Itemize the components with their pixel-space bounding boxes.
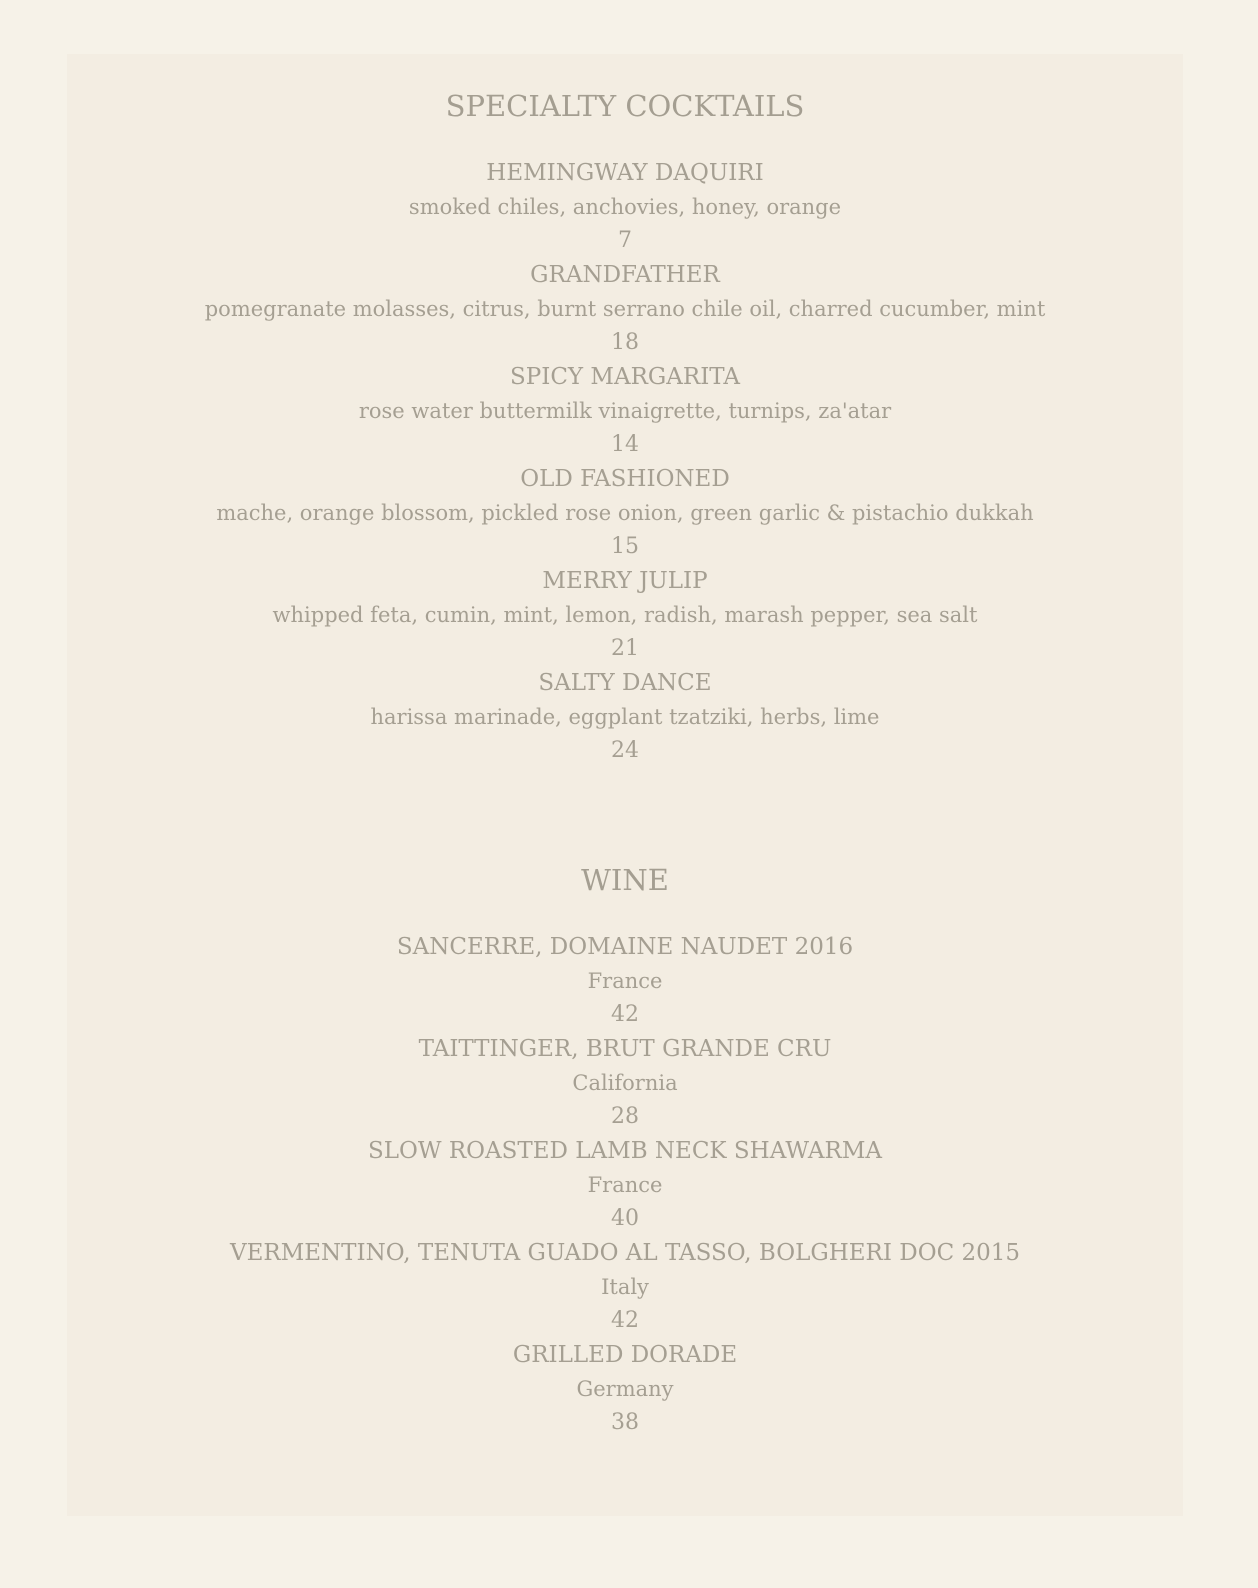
item-price: 38 <box>611 1410 639 1435</box>
item-name: VERMENTINO, TENUTA GUADO AL TASSO, BOLGHERI DOC 2015 <box>229 1240 1021 1266</box>
item-name: SALTY DANCE <box>538 670 712 696</box>
menu-item <box>67 1338 1183 1440</box>
item-name: SANCERRE, DOMAINE NAUDET 2016 <box>396 934 854 960</box>
cocktails-list <box>67 156 1183 768</box>
item-name: SLOW ROASTED LAMB NECK SHAWARMA <box>368 1138 882 1164</box>
item-name: TAITTINGER, BRUT GRANDE CRU <box>418 1036 832 1062</box>
item-price: 24 <box>611 738 639 763</box>
item-description: mache, orange blossom, pickled rose onion, green garlic & pistachio dukkah <box>216 501 1034 525</box>
item-description: smoked chiles, anchovies, honey, orange <box>408 195 842 219</box>
menu-item <box>67 564 1183 666</box>
menu-item <box>67 1134 1183 1236</box>
item-price: 21 <box>611 636 639 661</box>
item-name: GRILLED DORADE <box>512 1342 738 1368</box>
menu-item <box>67 462 1183 564</box>
wine-title: WINE <box>581 863 669 897</box>
item-origin: Germany <box>576 1377 674 1401</box>
item-name: OLD FASHIONED <box>520 466 730 492</box>
item-description: harissa marinade, eggplant tzatziki, herbs, lime <box>370 705 880 729</box>
item-description: whipped feta, cumin, mint, lemon, radish, marash pepper, sea salt <box>272 603 978 627</box>
item-description: rose water buttermilk vinaigrette, turnips, za'atar <box>358 399 892 423</box>
menu-item <box>67 360 1183 462</box>
menu-item <box>67 666 1183 768</box>
item-price: 42 <box>611 1002 639 1027</box>
item-price: 42 <box>611 1308 639 1333</box>
menu-item <box>67 1236 1183 1338</box>
wine-list <box>67 930 1183 1440</box>
item-origin: California <box>572 1071 678 1095</box>
item-price: 15 <box>611 534 639 559</box>
item-origin: Italy <box>601 1275 649 1299</box>
item-price: 14 <box>611 432 639 457</box>
item-price: 28 <box>611 1104 639 1129</box>
item-name: SPICY MARGARITA <box>510 364 740 390</box>
item-price: 40 <box>611 1206 639 1231</box>
item-name: GRANDFATHER <box>530 262 720 288</box>
item-origin: France <box>587 969 663 993</box>
menu-item <box>67 156 1183 258</box>
item-name: HEMINGWAY DAQUIRI <box>486 160 764 186</box>
cocktails-title: SPECIALTY COCKTAILS <box>445 89 805 123</box>
item-price: 18 <box>611 330 639 355</box>
item-price: 7 <box>618 228 632 253</box>
item-description: pomegranate molasses, citrus, burnt serrano chile oil, charred cucumber, mint <box>204 297 1046 321</box>
menu-panel <box>67 54 1183 1516</box>
menu-item <box>67 1032 1183 1134</box>
item-origin: France <box>587 1173 663 1197</box>
menu-item <box>67 930 1183 1032</box>
item-name: MERRY JULIP <box>542 568 708 594</box>
menu-item <box>67 258 1183 360</box>
